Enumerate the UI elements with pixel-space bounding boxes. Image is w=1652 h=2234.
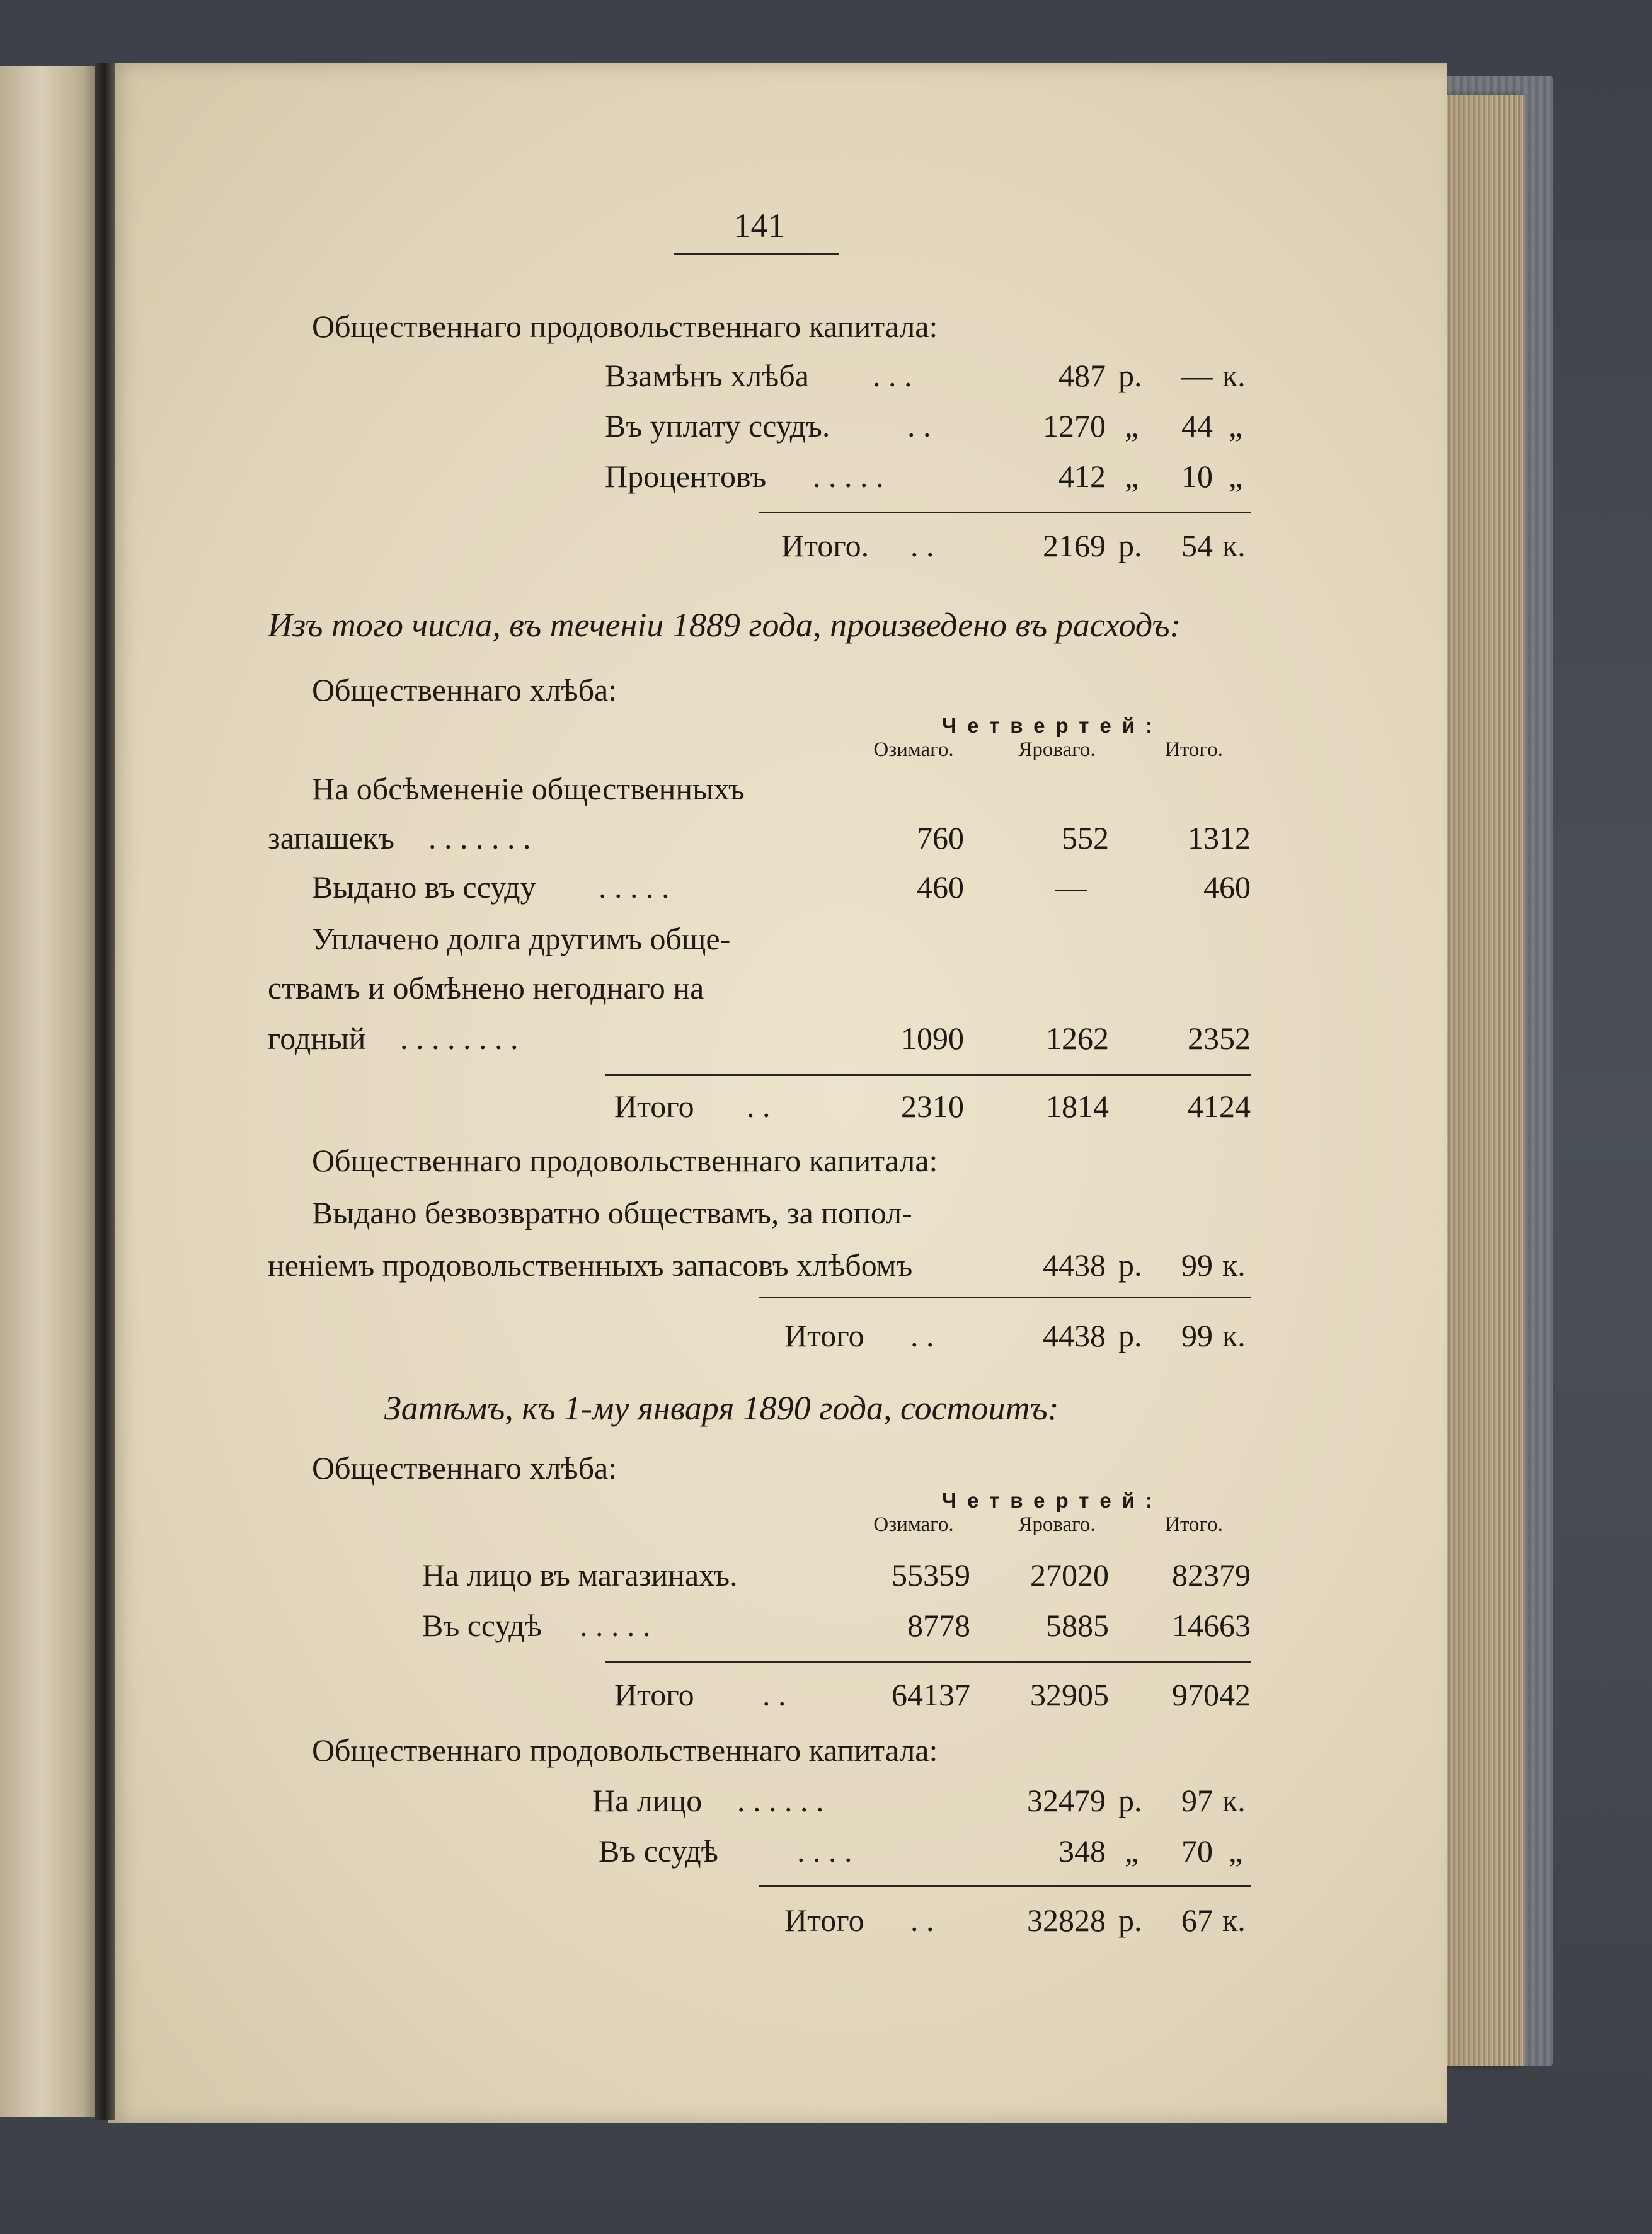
col-winter: Озимаго.: [873, 738, 954, 761]
rubles-unit: р.: [1118, 528, 1142, 563]
kopeks-unit: „: [1229, 459, 1243, 494]
row-label: На обсѣмененіе общественныхъ: [312, 771, 745, 806]
quarters-group-label: Четвертей:: [942, 714, 1163, 737]
quarters-group-label: Четвертей:: [942, 1489, 1163, 1512]
total-value: 82379: [1172, 1557, 1251, 1593]
rubles-unit: р.: [1118, 1783, 1142, 1818]
spring-value: 27020: [1030, 1557, 1109, 1593]
winter-value: 760: [917, 820, 964, 856]
dot-leader: . .: [907, 408, 931, 444]
spring-value: 5885: [1046, 1608, 1109, 1643]
dot-leader: . . .: [873, 358, 912, 393]
kopeks-total: 54: [1181, 528, 1213, 563]
expenditure-section-title: Изъ того числа, въ теченіи 1889 года, произведено въ расходъ:: [268, 606, 1181, 644]
kopeks-unit: к.: [1222, 528, 1246, 563]
rubles-unit: „: [1125, 408, 1139, 444]
balance-section-title: Затѣмъ, къ 1-му января 1890 года, состоитъ:: [384, 1389, 1059, 1427]
total-rule: [759, 512, 1251, 513]
dot-leader: . . . . .: [599, 869, 670, 905]
dot-leader: . . . .: [797, 1833, 852, 1869]
rubles-total: 32828: [1027, 1903, 1106, 1938]
total-label: Итого: [614, 1677, 694, 1712]
row-label: Взамѣнъ хлѣба: [605, 358, 809, 393]
row-label: Выдано въ ссуду: [312, 869, 536, 905]
total-value: 2352: [1188, 1021, 1251, 1056]
spring-total: 1814: [1046, 1089, 1109, 1124]
total-label: Итого: [784, 1903, 864, 1938]
winter-value: 1090: [901, 1021, 964, 1056]
spring-total: 32905: [1030, 1677, 1109, 1712]
kopeks-unit: к.: [1222, 1783, 1246, 1818]
dot-leader: . . . . .: [580, 1608, 651, 1643]
col-spring: Яроваго.: [1018, 1513, 1096, 1536]
rubles-unit: р.: [1118, 1318, 1142, 1353]
total-rule: [759, 1297, 1251, 1298]
winter-value: 8778: [907, 1608, 970, 1643]
rubles-unit: „: [1125, 459, 1139, 494]
row-label: неніемъ продовольственныхъ запасовъ хлѣбомъ: [268, 1247, 913, 1283]
capital-heading: Общественнаго продовольственнаго капитала:: [312, 1733, 938, 1768]
rubles-value: 4438: [1043, 1247, 1106, 1283]
capital-heading: Общественнаго продовольственнаго капитала:: [312, 1143, 938, 1178]
total-rule: [605, 1074, 1251, 1076]
kopeks-value: —: [1181, 358, 1213, 393]
kopeks-total: 99: [1181, 1318, 1213, 1353]
row-label: Въ уплату ссудъ.: [605, 408, 830, 444]
row-label: На лицо: [592, 1783, 703, 1818]
total-value: 1312: [1188, 820, 1251, 856]
rubles-value: 1270: [1043, 408, 1106, 444]
row-label: На лицо въ магазинахъ.: [422, 1557, 738, 1593]
kopeks-value: 99: [1181, 1247, 1213, 1283]
rubles-unit: р.: [1118, 1247, 1142, 1283]
kopeks-value: 70: [1181, 1833, 1213, 1869]
total-label: Итого: [784, 1318, 864, 1353]
rubles-unit: „: [1125, 1833, 1139, 1869]
total-rule: [759, 1885, 1251, 1887]
capital-heading: Общественнаго продовольственнаго капитала:: [312, 309, 938, 344]
kopeks-value: 10: [1181, 459, 1213, 494]
dot-leader: . .: [762, 1677, 786, 1712]
kopeks-unit: „: [1229, 408, 1243, 444]
kopeks-value: 44: [1181, 408, 1213, 444]
rubles-value: 348: [1058, 1833, 1106, 1869]
total-label: Итого: [614, 1089, 694, 1124]
rubles-value: 412: [1058, 459, 1106, 494]
spring-value: 552: [1062, 820, 1109, 856]
row-label: Въ ссудѣ: [599, 1833, 718, 1869]
row-label: Выдано безвозвратно обществамъ, за попол-: [312, 1195, 912, 1230]
total-value: 14663: [1172, 1608, 1251, 1643]
dot-leader: . . . . . . .: [428, 820, 531, 856]
grand-total: 97042: [1172, 1677, 1251, 1712]
col-total: Итого.: [1165, 738, 1223, 761]
kopeks-unit: к.: [1222, 358, 1246, 393]
kopeks-unit: к.: [1222, 1318, 1246, 1353]
book-gutter: [95, 63, 115, 2120]
page-number: 141: [733, 207, 785, 244]
rubles-unit: р.: [1118, 1903, 1142, 1938]
dot-leader: . . . . .: [813, 459, 884, 494]
rubles-value: 32479: [1027, 1783, 1106, 1818]
dot-leader: . .: [747, 1089, 771, 1124]
kopeks-total: 67: [1181, 1903, 1213, 1938]
grain-heading: Общественнаго хлѣба:: [312, 672, 617, 707]
row-label: Уплачено долга другимъ обще-: [312, 921, 731, 956]
row-label: ствамъ и обмѣнено негоднаго на: [268, 970, 704, 1005]
spring-value: —: [1055, 869, 1087, 905]
grand-total: 4124: [1188, 1089, 1251, 1124]
dot-leader: . .: [910, 1318, 934, 1353]
grain-heading: Общественнаго хлѣба:: [312, 1450, 617, 1486]
dot-leader: . .: [910, 528, 934, 563]
row-label: годный: [268, 1021, 366, 1056]
col-total: Итого.: [1165, 1513, 1223, 1536]
col-spring: Яроваго.: [1018, 738, 1096, 761]
row-label: Процентовъ: [605, 459, 767, 494]
kopeks-unit: к.: [1222, 1247, 1246, 1283]
kopeks-value: 97: [1181, 1783, 1213, 1818]
total-label: Итого.: [781, 528, 869, 563]
dot-leader: . . . . . .: [737, 1783, 824, 1818]
winter-value: 55359: [892, 1557, 970, 1593]
winter-value: 460: [917, 869, 964, 905]
kopeks-unit: „: [1229, 1833, 1243, 1869]
rubles-total: 2169: [1043, 528, 1106, 563]
col-winter: Озимаго.: [873, 1513, 954, 1536]
winter-total: 64137: [892, 1677, 970, 1712]
total-rule: [605, 1661, 1251, 1663]
row-label: запашекъ: [268, 820, 395, 856]
left-page-edge: [0, 66, 104, 2117]
dot-leader: . .: [910, 1903, 934, 1938]
total-value: 460: [1203, 869, 1251, 905]
dot-leader: . . . . . . . .: [400, 1021, 519, 1056]
rubles-total: 4438: [1043, 1318, 1106, 1353]
spring-value: 1262: [1046, 1021, 1109, 1056]
rubles-unit: р.: [1118, 358, 1142, 393]
winter-total: 2310: [901, 1089, 964, 1124]
page-number-rule: [674, 253, 839, 255]
row-label: Въ ссудѣ: [422, 1608, 542, 1643]
rubles-value: 487: [1058, 358, 1106, 393]
kopeks-unit: к.: [1222, 1903, 1246, 1938]
